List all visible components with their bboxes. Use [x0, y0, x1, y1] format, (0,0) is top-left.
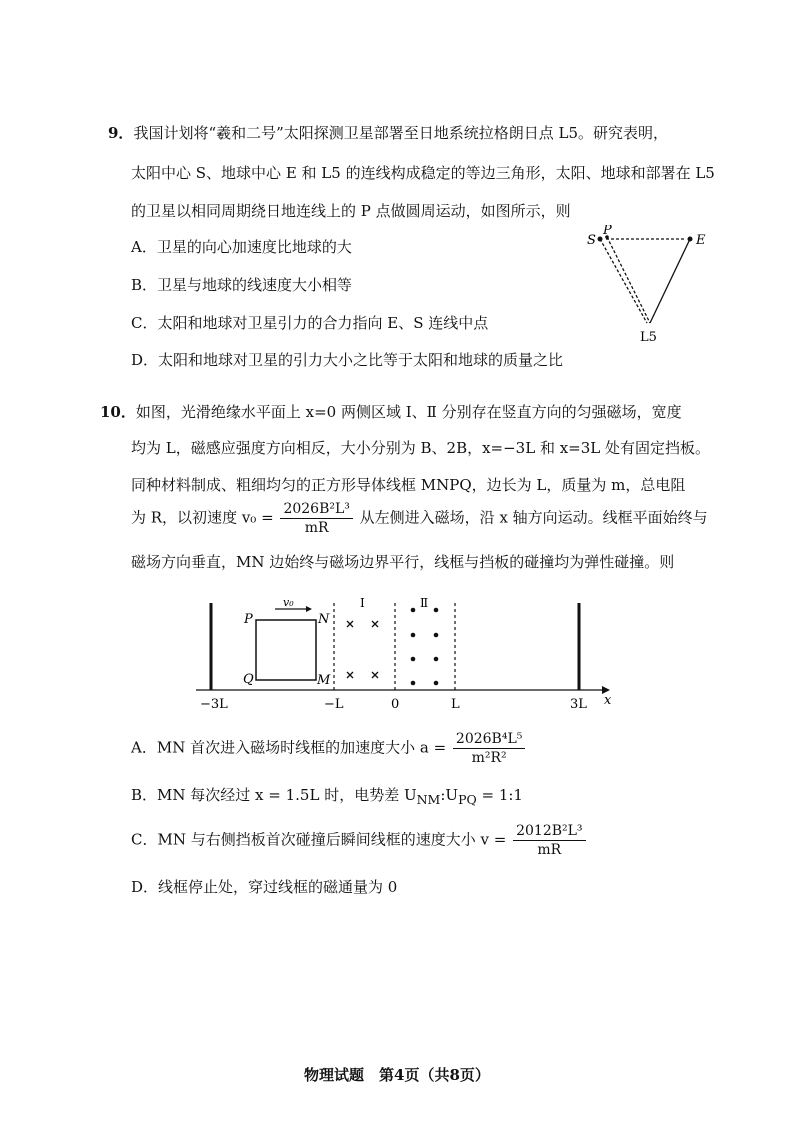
option-a-denominator: m²R²	[471, 750, 507, 766]
q10-option-b-mid: :U	[440, 786, 459, 804]
label-l5: L5	[640, 330, 657, 345]
dot-mark	[434, 608, 439, 613]
s-l5-line	[600, 239, 647, 323]
cross-mark	[347, 621, 353, 627]
q10-line4-post: 从左侧进入磁场，沿 x 轴方向运动。线框平面始终与	[359, 508, 708, 527]
q10-text-line3: 同种材料制成、粗细均匀的正方形导体线框 MNPQ，边长为 L，质量为 m，总电阻	[131, 476, 686, 494]
label-n: N	[318, 612, 330, 627]
option-c-denominator: mR	[537, 842, 562, 858]
tick-minus-l: −L	[324, 697, 344, 712]
e-l5-line	[650, 239, 690, 323]
label-q: Q	[243, 672, 254, 687]
tick-zero: 0	[391, 697, 400, 712]
region-1-crosses	[347, 621, 378, 678]
option-a-fraction	[453, 730, 525, 767]
tick-minus-3l: −3L	[200, 697, 228, 712]
region-2-dots	[411, 608, 439, 686]
velocity-arrow-head	[306, 606, 312, 612]
q9-text-line2: 太阳中心 S、地球中心 E 和 L5 的连线构成稳定的等边三角形，太阳、地球和部署在 L5	[131, 164, 715, 182]
label-p: P	[603, 225, 612, 238]
q9-line1: 我国计划将“羲和二号”太阳探测卫星部署至日地系统拉格朗日点 L5。研究表明，	[133, 124, 669, 142]
q10-magnetic-field-figure	[190, 595, 620, 720]
q10-option-b	[131, 785, 523, 810]
dot-mark	[411, 681, 416, 686]
earth-point	[688, 237, 693, 242]
x-axis-label: x	[604, 693, 612, 708]
v0-denominator: mR	[304, 520, 329, 536]
dot-mark	[434, 633, 439, 638]
square-frame-mnpq	[256, 620, 316, 680]
velocity-label: v₀	[283, 596, 294, 609]
option-c-fraction	[513, 822, 585, 859]
sun-point	[598, 237, 603, 242]
tick-3l: 3L	[570, 697, 587, 712]
q9-triangle-figure	[580, 225, 720, 350]
q9-text-line3: 的卫星以相同周期绕日地连线上的 P 点做圆周运动，如图所示，则	[131, 202, 571, 220]
option-c-numerator: 2012B²L³	[513, 822, 585, 841]
q10-text-line5: 磁场方向垂直，MN 边始终与磁场边界平行，线框与挡板的碰撞均为弹性碰撞。则	[131, 553, 675, 571]
label-e: E	[696, 233, 706, 248]
tick-l: L	[451, 697, 460, 712]
q10-text-line4	[131, 500, 708, 537]
label-m: M	[317, 673, 331, 688]
q10-line4-pre: 为 R，以初速度 v₀ =	[131, 508, 274, 527]
v0-numerator: 2026B²L³	[280, 500, 352, 519]
q10-option-b-sub1: NM	[416, 792, 441, 807]
region-1-label: Ⅰ	[360, 596, 365, 610]
q9-option-b: B．卫星与地球的线速度大小相等	[131, 276, 353, 294]
q10-option-a	[131, 730, 527, 767]
q10-option-c	[131, 822, 588, 859]
q10-option-b-post: = 1:1	[476, 786, 523, 804]
q9-number: 9．	[108, 124, 134, 142]
cross-mark	[347, 672, 353, 678]
q10-option-a-text: A．MN 首次进入磁场时线框的加速度大小 a =	[131, 738, 447, 757]
cross-mark	[372, 672, 378, 678]
region-2-label: Ⅱ	[420, 596, 429, 610]
dot-mark	[411, 633, 416, 638]
label-p: P	[244, 612, 253, 627]
q10-option-b-text: B．MN 每次经过 x = 1.5L 时，电势差 U	[131, 786, 417, 804]
q10-option-c-text: C．MN 与右侧挡板首次碰撞后瞬间线框的速度大小 v =	[131, 830, 507, 849]
dot-mark	[434, 681, 439, 686]
q9-option-a: A．卫星的向心加速度比地球的大	[131, 238, 352, 256]
dot-mark	[434, 657, 439, 662]
q10-text-line1	[100, 402, 682, 422]
q10-number: 10．	[100, 403, 136, 421]
page-footer: 物理试题 第4页（共8页）	[304, 1066, 490, 1084]
dot-mark	[411, 657, 416, 662]
label-s: S	[587, 233, 596, 248]
option-a-numerator: 2026B⁴L⁵	[453, 730, 525, 749]
dot-mark	[411, 608, 416, 613]
cross-mark	[372, 621, 378, 627]
q10-line1: 如图，光滑绝缘水平面上 x=0 两侧区域 Ⅰ、Ⅱ 分别存在竖直方向的匀强磁场，宽度	[135, 403, 682, 421]
q9-option-d: D．太阳和地球对卫星的引力大小之比等于太阳和地球的质量之比	[131, 351, 564, 369]
v0-fraction	[280, 500, 352, 537]
q10-option-b-sub2: PQ	[458, 792, 477, 807]
p-l5-line	[607, 237, 650, 323]
q10-text-line2: 均为 L，磁感应强度方向相反，大小分别为 B、2B，x=−3L 和 x=3L 处有固定挡板。	[131, 439, 711, 457]
q9-text-line1	[108, 123, 668, 143]
q10-option-d: D．线框停止处，穿过线框的磁通量为 0	[131, 878, 398, 896]
q9-option-c: C．太阳和地球对卫星引力的合力指向 E、S 连线中点	[131, 314, 489, 332]
